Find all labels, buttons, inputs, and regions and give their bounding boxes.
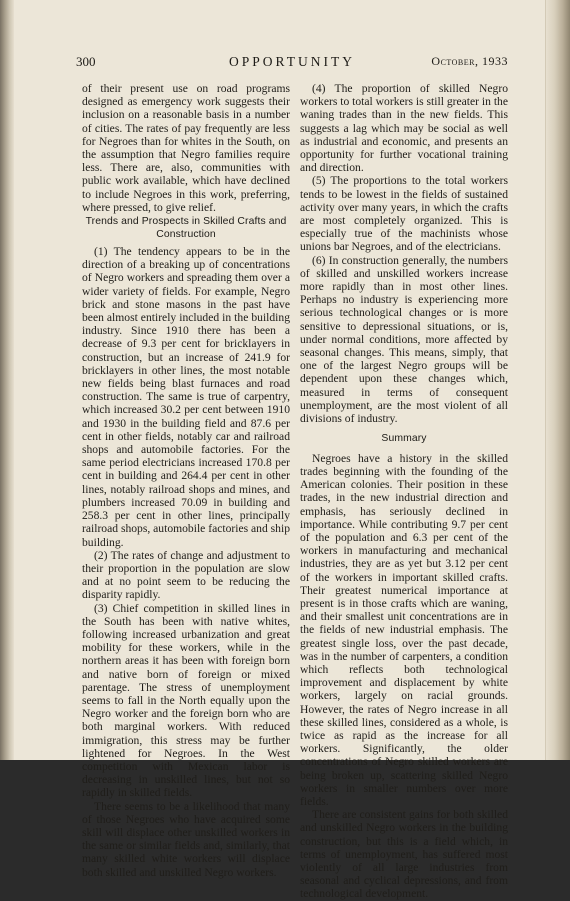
- paragraph-trend-1: (1) The tendency appears to be in the direction of a breaking up of concentrations of Negro workers and spreading them over a wider variety of fields. For example, Negro brick and stone masons in the past have been almost entirely included in the building industry. Since 1910 there has been a decrease of 9.3 per cent for bricklayers in construction, but an increase of 241.9 for bricklayers in other lines, the most notable new fields being blast furnaces and road construction. The same is true of carpentry, which increased 30.2 per cent between 1910 and 1930 in the building field and 87.6 per cent in other fields, notably car and railroad shops and automobile factories. For the same period electricians increased 170.8 per cent in building and 264.4 per cent in other lines, notably railroad shops and mines, and plumbers increased 70.09 in building and 258.3 per cent in other lines, principally railroad shops, automobile factories and ship building.: [82, 245, 290, 549]
- running-header: [76, 54, 508, 74]
- page-edge: [545, 0, 570, 760]
- page-number: 300: [76, 54, 96, 69]
- left-column: [82, 82, 290, 879]
- paragraph-summary-2: There are consistent gains for both skilled and unskilled Negro workers in the building construction, but this is a field which, in terms of unemployment, has suffered most violently of all large industries from seasonal and cyclical depressions, and from technological development.: [300, 808, 508, 901]
- journal-title: OPPORTUNITY: [229, 54, 355, 69]
- paragraph-summary-1: Negroes have a history in the skilled trades beginning with the founding of the American colonies. Their position in these trades, in the new industrial direction and emphasis, has seriously declined in importance. While contributing 9.7 per cent of the population and 6.3 per cent of the workers in manufacturing and mechanical industries, they are as yet but 3.12 per cent of the workers in important skilled crafts. Their greatest numerical importance at present is in those crafts which are waning, and their smallest unit concentrations are in the fields of new industrial emphasis. The greatest single loss, over the past decade, was in the number of carpenters, a condition which reflects both technological improvement and displacement by white workers, largely on racial grounds. However, the rates of Negro increase in all these skilled lines, considered as a whole, is twice as rapid as the increase for all workers. Significantly, the older concentrations of Negro skilled workers are being broken up, scattering skilled Negro workers in smaller numbers over more fields.: [300, 451, 508, 809]
- paragraph-trend-5: (5) The proportions to the total workers tends to be lowest in the fields of sustained activity over many years, in which the crafts are most completely organized. This is especially true of the machinists whose unions bar Negroes, and of the electricians.: [300, 174, 508, 254]
- paragraph-trend-4: (4) The proportion of skilled Negro workers to total workers is still greater in the waning trades than in the new fields. This suggests a lag which may be social as well as industrial and economic, and presents an opportunity for further vocational training and direction.: [300, 82, 508, 175]
- paragraph-trend-2: (2) The rates of change and adjustment to their proportion in the population are slow and at no point seem to be reducing the disparity rapidly.: [82, 548, 290, 602]
- section-heading-summary: Summary: [381, 433, 427, 445]
- right-column: [300, 82, 508, 901]
- paragraph-trend-3: (3) Chief competition in skilled lines in the South has been with native whites, following increased urbanization and great mobility for these workers, while in the northern areas it has been with foreign born and native born of foreign or mixed parentage. The stress of unemployment seems to fall in the North equally upon the Negro worker and the foreign born who are both marginal workers. With reduced immigration, this stress may be further lightened for Negroes. In the West competition with Mexican labor is decreasing in unskilled lines, but not so rapidly in skilled fields.: [82, 601, 290, 800]
- paragraph-trend-6: (6) In construction generally, the numbers of skilled and unskilled workers increase more rapidly than in most other lines. Perhaps no industry is experiencing more serious technological changes or is more sensitive to depressional situations, or is, under normal conditions, more affected by seasonal changes. This means, simply, that one of the largest Negro groups will be dependent upon these changes which, measured in terms of consequent unemployment, are the most violent of all divisions of industry.: [300, 253, 508, 426]
- issue-date: October, 1933: [431, 54, 508, 68]
- book-binding-gutter: [0, 0, 14, 760]
- section-heading-trends: Trends and Prospects in Skilled Crafts and Construction: [85, 216, 287, 240]
- paragraph-closing: There seems to be a likelihood that many of those Negroes who have acquired some skill will displace other unskilled workers in the same or similar fields and, similarly, that many skilled white workers will displace both skilled and unskilled Negro workers.: [82, 799, 290, 879]
- paragraph-intro: of their present use on road programs designed as emergency work suggests their inclusion on a reasonable basis in a number of cities. The rates of pay frequently are less for Negroes than for whites in the South, on the assumption that Negro families require less. There are, also, communities with public work available, which have declined to include Negroes in this work, preferring, where pressed, to give relief.: [82, 82, 290, 214]
